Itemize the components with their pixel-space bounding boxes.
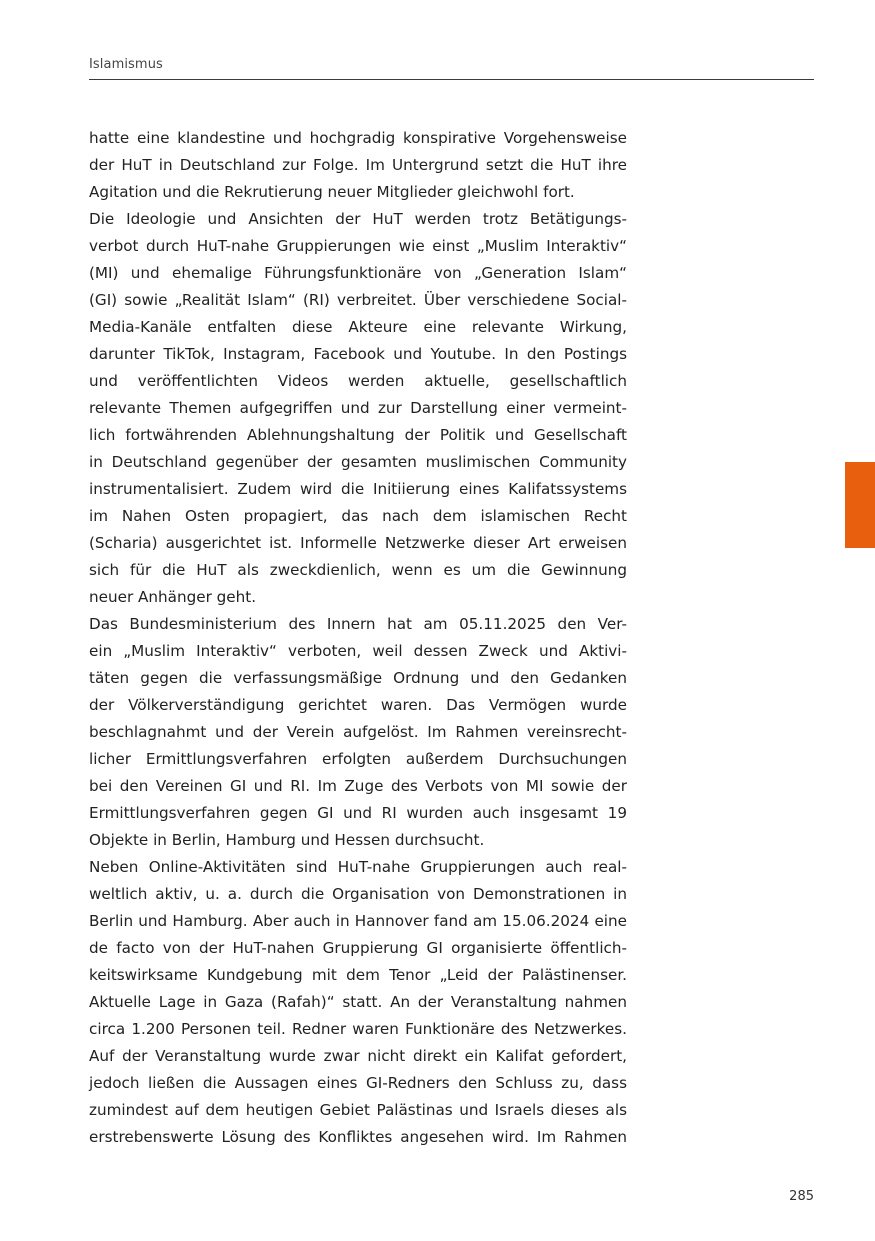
text-line: im Nahen Osten propagiert, das nach dem islamischen Recht	[89, 507, 627, 525]
paragraph	[89, 854, 627, 1151]
text-line: relevante Themen aufgegriffen und zur Darstellung einer vermeint-	[89, 399, 627, 417]
paragraph	[89, 206, 627, 611]
text-line: bei den Vereinen GI und RI. Im Zuge des Verbots von MI sowie der	[89, 777, 627, 795]
body-text	[89, 125, 627, 1151]
text-line: lich fortwährenden Ablehnungshaltung der Politik und Gesellschaft	[89, 426, 627, 444]
text-line: licher Ermittlungsverfahren erfolgten außerdem Durchsuchungen	[89, 750, 627, 768]
paragraph	[89, 125, 627, 206]
text-line: Das Bundesministerium des Innern hat am 05.11.2025 den Ver-	[89, 615, 627, 633]
text-line: Media-Kanäle entfalten diese Akteure eine relevante Wirkung,	[89, 318, 627, 336]
text-line: instrumentalisiert. Zudem wird die Initiierung eines Kalifatssystems	[89, 480, 627, 498]
text-line: Objekte in Berlin, Hamburg und Hessen durchsucht.	[89, 831, 485, 849]
text-line: Aktuelle Lage in Gaza (Rafah)“ statt. An der Veranstaltung nahmen	[89, 993, 627, 1011]
text-line: in Deutschland gegenüber der gesamten muslimischen Community	[89, 453, 627, 471]
text-line: der HuT in Deutschland zur Folge. Im Untergrund setzt die HuT ihre	[89, 156, 627, 174]
text-line: Neben Online-Aktivitäten sind HuT-nahe Gruppierungen auch real-	[89, 858, 627, 876]
text-line: keitswirksame Kundgebung mit dem Tenor „Leid der Palästinenser.	[89, 966, 627, 984]
text-line: neuer Anhänger geht.	[89, 588, 257, 606]
text-line: und veröffentlichten Videos werden aktuelle, gesellschaftlich	[89, 372, 627, 390]
text-line: täten gegen die verfassungsmäßige Ordnung und den Gedanken	[89, 669, 627, 687]
text-line: Die Ideologie und Ansichten der HuT werden trotz Betätigungs-	[89, 210, 627, 228]
text-line: Agitation und die Rekrutierung neuer Mitglieder gleichwohl fort.	[89, 183, 575, 201]
text-line: Ermittlungsverfahren gegen GI und RI wurden auch insgesamt 19	[89, 804, 627, 822]
text-line: der Völkerverständigung gerichtet waren. Das Vermögen wurde	[89, 696, 627, 714]
text-line: jedoch ließen die Aussagen eines GI-Redners den Schluss zu, dass	[89, 1074, 627, 1092]
paragraph	[89, 611, 627, 854]
text-line: beschlagnahmt und der Verein aufgelöst. Im Rahmen vereinsrecht-	[89, 723, 627, 741]
text-line: Auf der Veranstaltung wurde zwar nicht direkt ein Kalifat gefordert,	[89, 1047, 627, 1065]
text-line: verbot durch HuT-nahe Gruppierungen wie einst „Muslim Interaktiv“	[89, 237, 627, 255]
chapter-tab-marker	[845, 462, 875, 548]
text-line: sich für die HuT als zweckdienlich, wenn es um die Gewinnung	[89, 561, 627, 579]
header-rule	[89, 79, 814, 80]
text-line: darunter TikTok, Instagram, Facebook und Youtube. In den Postings	[89, 345, 627, 363]
text-line: (GI) sowie „Realität Islam“ (RI) verbreitet. Über verschiedene Social-	[89, 291, 627, 309]
text-line: Berlin und Hamburg. Aber auch in Hannover fand am 15.06.2024 eine	[89, 912, 627, 930]
page-number: 285	[789, 1189, 814, 1204]
text-line: zumindest auf dem heutigen Gebiet Palästinas und Israels dieses als	[89, 1101, 627, 1119]
text-line: (Scharia) ausgerichtet ist. Informelle Netzwerke dieser Art erweisen	[89, 534, 627, 552]
text-line: weltlich aktiv, u. a. durch die Organisation von Demonstrationen in	[89, 885, 627, 903]
running-header: Islamismus	[89, 57, 163, 72]
text-line: hatte eine klandestine und hochgradig konspirative Vorgehensweise	[89, 129, 627, 147]
text-line: ein „Muslim Interaktiv“ verboten, weil dessen Zweck und Aktivi-	[89, 642, 627, 660]
text-line: circa 1.200 Personen teil. Redner waren Funktionäre des Netzwerkes.	[89, 1020, 627, 1038]
text-line: de facto von der HuT-nahen Gruppierung GI organisierte öffentlich-	[89, 939, 627, 957]
text-line: (MI) und ehemalige Führungsfunktionäre von „Generation Islam“	[89, 264, 627, 282]
text-line: erstrebenswerte Lösung des Konfliktes angesehen wird. Im Rahmen	[89, 1128, 627, 1146]
